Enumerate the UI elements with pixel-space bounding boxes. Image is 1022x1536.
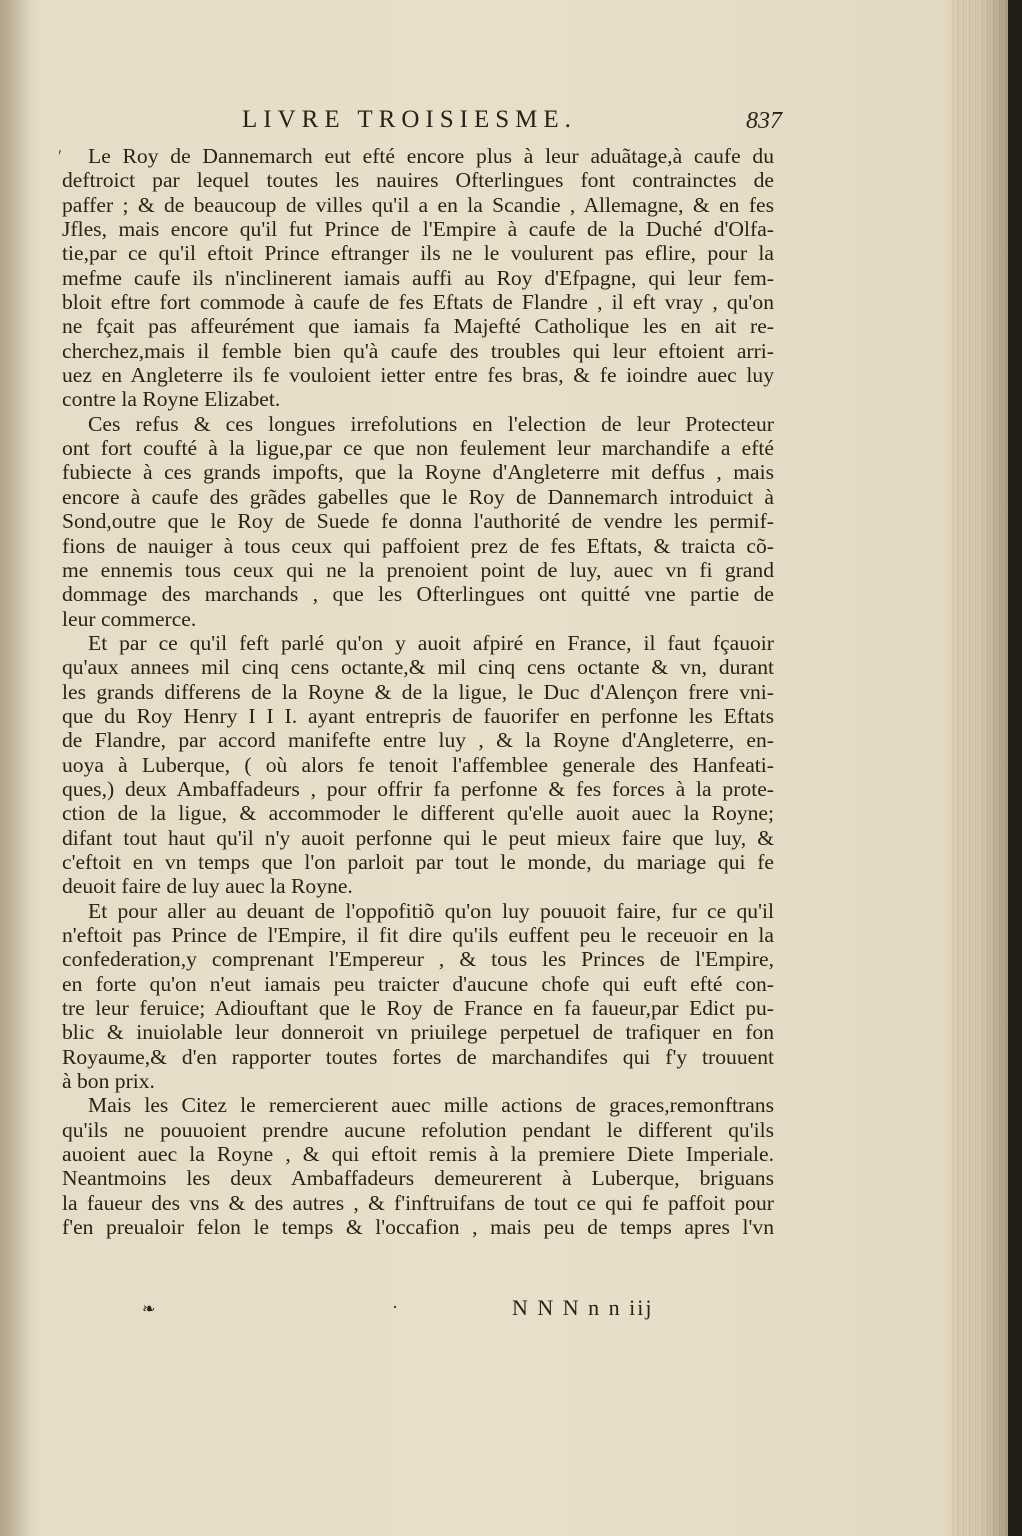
running-head: LIVRE TROISIESME. xyxy=(242,106,577,133)
text-line: Mais les Citez le remercierent auec mille actions de graces,remonftrans xyxy=(88,1093,774,1118)
text-line: ques,) deux Ambaffadeurs , pour offrir fa perfonne & fes forces à la prote- xyxy=(62,776,774,801)
text-line: en forte qu'on n'eut iamais peu traicter d'aucune chofe qui euft efté con- xyxy=(62,971,774,996)
text-line: fubiecte à ces grands impofts, que la Royne d'Angleterre mit deffus , mais xyxy=(62,460,774,485)
text-line: me ennemis tous ceux qui ne la prenoient point de luy, auec vn fi grand xyxy=(62,557,774,582)
text-line: de Flandre, par accord manifefte entre luy , & la Royne d'Angleterre, en- xyxy=(62,728,774,753)
text-line: paffer ; & de beaucoup de villes qu'il a en la Scandie , Allemagne, & en fes xyxy=(62,192,774,217)
text-line: c'eftoit en vn temps que l'on parloit par tout le monde, du mariage qui fe xyxy=(62,849,774,874)
scan-border xyxy=(1008,0,1022,1536)
page-footer xyxy=(62,1297,774,1327)
page-gutter-shadow xyxy=(0,0,30,1536)
text-line: Ces refus & ces longues irrefolutions en l'election de leur Protecteur xyxy=(88,411,774,436)
text-line: deftroict par lequel toutes les nauires Ofterlingues font contrainctes de xyxy=(62,168,774,193)
text-line: tie,par ce qu'il eftoit Prince eftranger ils ne le voulurent pas eflire, pour la xyxy=(62,241,774,266)
text-line: les grands differens de la Royne & de la ligue, le Duc d'Alençon frere vni- xyxy=(62,679,774,704)
text-line: Et par ce qu'il feft parlé qu'on y auoit afpiré en France, il faut fçauoir xyxy=(88,630,774,655)
text-line: deuoit faire de luy auec la Royne. xyxy=(62,874,353,899)
text-line: auoient auec la Royne , & qui eftoit remis à la premiere Diete Imperiale. xyxy=(62,1142,774,1167)
text-line: à bon prix. xyxy=(62,1069,155,1094)
text-line: n'eftoit pas Prince de l'Empire, il fit dire qu'ils euffent peu le receuoir en la xyxy=(62,923,774,947)
text-line: Et pour aller au deuant de l'oppofitiõ qu'on luy pouuoit faire, fur ce qu'il xyxy=(88,898,774,923)
page-number: 837 xyxy=(746,108,782,134)
signature-mark: N N N n n iij xyxy=(512,1295,654,1320)
text-line: Jfles, mais encore qu'il fut Prince de l'Empire à caufe de la Duché d'Olfa- xyxy=(62,217,774,242)
text-line: difant tout haut qu'il n'y auoit perfonne qui le peut mieux faire que luy, & xyxy=(62,825,774,850)
footer-dot: · xyxy=(392,1297,398,1317)
text-line: que du Roy Henry I I I. ayant entrepris de fauorifer en perfonne les Eftats xyxy=(62,703,774,728)
body-text xyxy=(62,144,774,1239)
text-line: qu'ils ne pouuoient prendre aucune refolution pendant le different qu'ils xyxy=(62,1117,774,1142)
text-line: f'en preualoir felon le temps & l'occafion , mais peu de temps apres l'vn xyxy=(62,1215,774,1240)
text-line: qu'aux annees mil cinq cens octante,& mil cinq cens octante & vn, durant xyxy=(62,655,774,680)
text-line: cherchez,mais il femble bien qu'à caufe des troubles qui leur eftoient arri- xyxy=(62,338,774,363)
text-line: mefme caufe ils n'inclinerent iamais auffi au Roy d'Efpagne, qui leur fem- xyxy=(62,265,774,290)
text-line: Royaume,& d'en rapporter toutes fortes de marchandifes qui f'y trouuent xyxy=(62,1044,774,1069)
text-line: Sond,outre que le Roy de Suede fe donna l'authorité de vendre les permif- xyxy=(62,509,774,534)
text-line: bloit eftre fort commode à caufe de fes Eftats de Flandre , il eft vray , qu'on xyxy=(62,290,774,315)
ornament-mark: ❧ xyxy=(142,1301,156,1318)
text-line: contre la Royne Elizabet. xyxy=(62,387,281,412)
margin-mark: ʹ xyxy=(58,146,62,166)
text-line: confederation,y comprenant l'Empereur , & tous les Princes de l'Empire, xyxy=(62,947,774,972)
text-line: uoya à Luberque, ( où alors fe tenoit l'affemblee generale des Hanfeati- xyxy=(62,752,774,777)
text-line: la faueur des vns & des autres , & f'inftruifans de tout ce qui fe paffoit pour xyxy=(62,1190,774,1215)
text-line: ction de la ligue, & accommoder le different qu'elle auoit auec la Royne; xyxy=(62,801,774,826)
printed-page xyxy=(58,100,782,1340)
text-line: fions de nauiger à tous ceux qui paffoient prez de fes Eftats, & traicta cõ- xyxy=(62,533,774,558)
text-line: Le Roy de Dannemarch eut efté encore plus à leur aduãtage,à caufe du xyxy=(88,144,774,168)
text-line: Neantmoins les deux Ambaffadeurs demeurerent à Luberque, briguans xyxy=(62,1166,774,1191)
text-line: uez en Angleterre ils fe vouloient ietter entre fes bras, & fe ioindre auec luy xyxy=(62,363,774,388)
text-line: leur commerce. xyxy=(62,606,197,631)
text-line: encore à caufe des grãdes gabelles que le Roy de Dannemarch introduict à xyxy=(62,484,774,509)
text-line: tre leur feruice; Adiouftant que le Roy de France en fa faueur,par Edict pu- xyxy=(62,996,774,1021)
page-header xyxy=(62,100,782,140)
text-line: dommage des marchands , que les Ofterlingues ont quitté vne partie de xyxy=(62,582,774,607)
text-line: ont fort coufté à la ligue,par ce que non feulement leur marchandife a efté xyxy=(62,436,774,461)
text-line: blic & inuiolable leur donneroit vn priuilege perpetuel de trafiquer en fon xyxy=(62,1020,774,1045)
text-line: ne fçait pas affeurément que iamais fa Majefté Catholique les en ait re- xyxy=(62,314,774,339)
